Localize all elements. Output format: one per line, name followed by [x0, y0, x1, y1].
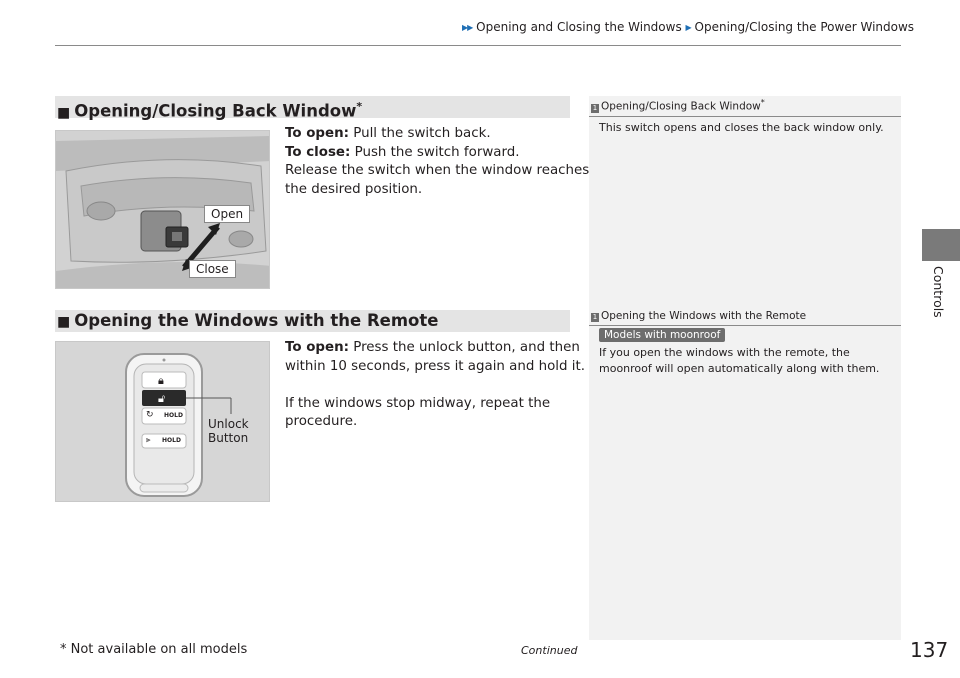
note-text-remote: If you open the windows with the remote, the moonroof will open automatically along with them. [599, 346, 880, 375]
release-text-line1: Release the switch when the window reaches [285, 163, 590, 179]
open-text: Pull the switch back. [353, 126, 491, 141]
stop-text-line2: procedure. [285, 414, 358, 430]
release-text-line2: the desired position. [285, 181, 423, 197]
section-heading-back-window [55, 96, 570, 121]
note-ref-icon: 1 [592, 103, 598, 112]
close-text: Push the switch forward. [354, 144, 520, 160]
note-title-remote: 1 Opening the Windows with the Remote [589, 310, 901, 326]
back-window-instructions [285, 125, 589, 199]
section-heading-remote [55, 310, 570, 332]
section-square-icon: ■ [57, 104, 71, 121]
footnote-mark: * [356, 100, 363, 113]
close-callout: Close [189, 260, 236, 278]
footnote-mark: * [760, 98, 765, 107]
breadcrumb-item-windows[interactable]: Opening and Closing the Windows [476, 20, 682, 34]
open-label: To open: [285, 126, 349, 141]
hold-label: HOLD [162, 437, 181, 444]
unlock-button-callout: Unlock Button [208, 417, 249, 445]
note-title-back-window: 1 Opening/Closing Back Window* [589, 98, 901, 117]
note-text-back-window: This switch opens and closes the back window only. [599, 121, 884, 134]
model-badge: Models with moonroof [599, 328, 725, 342]
lock-icon: 🔒︎ [158, 374, 164, 387]
unlock-icon: 🔓︎ [158, 392, 166, 405]
remote-start-icon: ↻ [146, 410, 154, 420]
page-number: 137 [910, 638, 949, 662]
section-square-icon: ■ [57, 314, 71, 330]
note-ref-icon: 1 [592, 313, 598, 321]
hold-label: HOLD [164, 412, 183, 419]
close-label: To close: [285, 144, 351, 160]
open-text-line2: within 10 seconds, press it again and hold it. [285, 358, 586, 374]
open-label: To open: [285, 340, 349, 355]
breadcrumb-item-power-windows[interactable]: Opening/Closing the Power Windows [694, 20, 915, 34]
open-text-line1: Press the unlock button, and then [353, 340, 580, 355]
side-tab-marker [922, 229, 960, 261]
trunk-icon: ⫸ [146, 435, 151, 444]
stop-text-line1: If the windows stop midway, repeat the [285, 395, 551, 411]
footnote: * Not available on all models [60, 642, 248, 657]
section-title: Opening the Windows with the Remote [74, 311, 439, 330]
section-title: Opening/Closing Back Window [74, 101, 357, 121]
breadcrumb-arrow-icon: ▶ [685, 23, 691, 32]
side-tab-label: Controls [931, 266, 946, 318]
breadcrumb-arrow-icon: ▶▶ [462, 23, 473, 32]
open-callout: Open [204, 205, 250, 223]
header-divider [55, 45, 901, 46]
remote-instructions [285, 339, 585, 432]
breadcrumb [462, 20, 914, 34]
continued-label: Continued [521, 644, 578, 657]
